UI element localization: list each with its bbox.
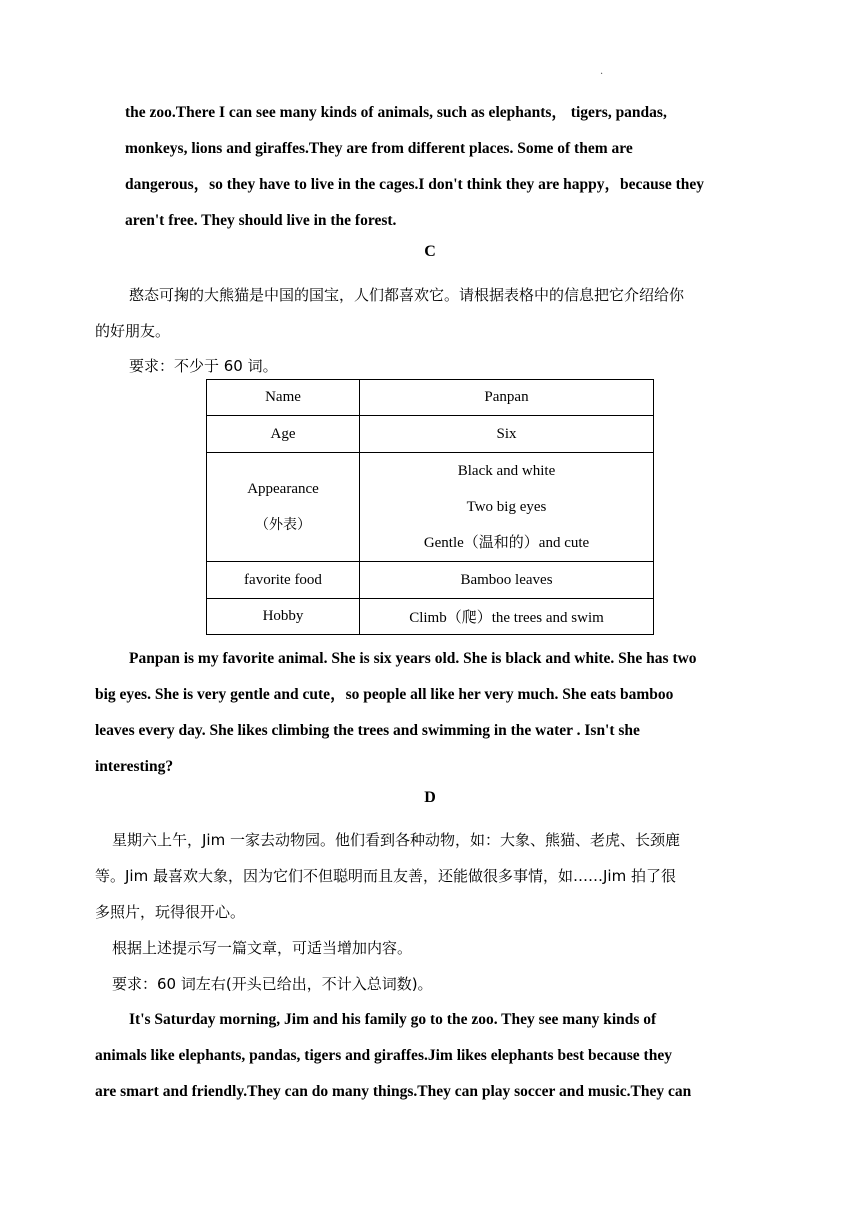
table-label-food: favorite food <box>207 562 360 599</box>
appearance-value-1: Black and white <box>457 463 556 479</box>
top-line-2: monkeys, lions and giraffes.They are from different places. Some of them are <box>125 140 633 157</box>
table-value-food: Bamboo leaves <box>360 562 654 599</box>
top-line-4: aren't free. They should live in the forest. <box>125 212 397 229</box>
top-paragraph <box>125 95 766 239</box>
table-row <box>207 380 654 416</box>
page-mark: . <box>600 66 604 77</box>
table-value-appearance <box>360 453 654 562</box>
section-c-prompt <box>95 277 766 349</box>
section-c-requirement: 要求：不少于 60 词。 <box>129 357 278 375</box>
section-c-prompt-line-2: 的好朋友。 <box>95 322 171 340</box>
table-value-hobby: Climb（爬）the trees and swim <box>360 599 654 635</box>
section-d-answer <box>95 1002 766 1110</box>
answer-d-line-1: It's Saturday morning, Jim and his family go to the zoo. They see many kinds of <box>129 1011 657 1028</box>
table-value-age: Six <box>360 416 654 453</box>
appearance-value-3: Gentle（温和的）and cute <box>423 535 590 551</box>
section-d-prompt-line-5: 要求：60 词左右(开头已给出，不计入总词数)。 <box>112 975 433 993</box>
table-row <box>207 453 654 562</box>
table-label-age: Age <box>207 416 360 453</box>
table-row <box>207 562 654 599</box>
panda-info-table <box>206 379 654 635</box>
top-line-1: the zoo.There I can see many kinds of animals, such as elephants， tigers, pandas, <box>125 104 667 121</box>
table-label-name: Name <box>207 380 360 416</box>
section-d-prompt-line-4: 根据上述提示写一篇文章，可适当增加内容。 <box>112 939 413 957</box>
section-d-prompt-line-1: 星期六上午，Jim 一家去动物园。他们看到各种动物，如：大象、熊猫、老虎、长颈鹿 <box>112 831 680 849</box>
table-value-name: Panpan <box>360 380 654 416</box>
table-row <box>207 416 654 453</box>
appearance-value-2: Two big eyes <box>466 499 547 515</box>
section-c-answer <box>95 641 766 785</box>
section-d-prompt <box>95 822 766 1002</box>
answer-c-line-2: big eyes. She is very gentle and cute，so people all like her very much. She eats bamboo <box>95 686 674 703</box>
section-d-prompt-line-3: 多照片，玩得很开心。 <box>95 903 246 921</box>
answer-c-line-4: interesting? <box>95 758 174 775</box>
table-row <box>207 599 654 635</box>
answer-c-line-3: leaves every day. She likes climbing the trees and swimming in the water . Isn't she <box>95 722 640 739</box>
answer-c-line-1: Panpan is my favorite animal. She is six years old. She is black and white. She has two <box>129 650 697 667</box>
top-line-3: dangerous，so they have to live in the cages.I don't think they are happy，because they <box>125 176 704 193</box>
table-label-appearance <box>207 453 360 562</box>
section-c-heading: C <box>424 243 436 260</box>
answer-d-line-2: animals like elephants, pandas, tigers and giraffes.Jim likes elephants best because they <box>95 1047 672 1064</box>
section-d-heading: D <box>424 789 436 806</box>
answer-d-line-3: are smart and friendly.They can do many things.They can play soccer and music.They can <box>95 1083 692 1100</box>
section-c-prompt-line-1: 憨态可掬的大熊猫是中国的国宝，人们都喜欢它。请根据表格中的信息把它介绍给你 <box>129 286 685 304</box>
table-label-hobby: Hobby <box>207 599 360 635</box>
appearance-label-zh: （外表） <box>255 517 311 533</box>
section-d-prompt-line-2: 等。Jim 最喜欢大象，因为它们不但聪明而且友善，还能做很多事情，如……Jim 拍了很 <box>95 867 676 885</box>
appearance-label-en: Appearance <box>247 481 319 497</box>
